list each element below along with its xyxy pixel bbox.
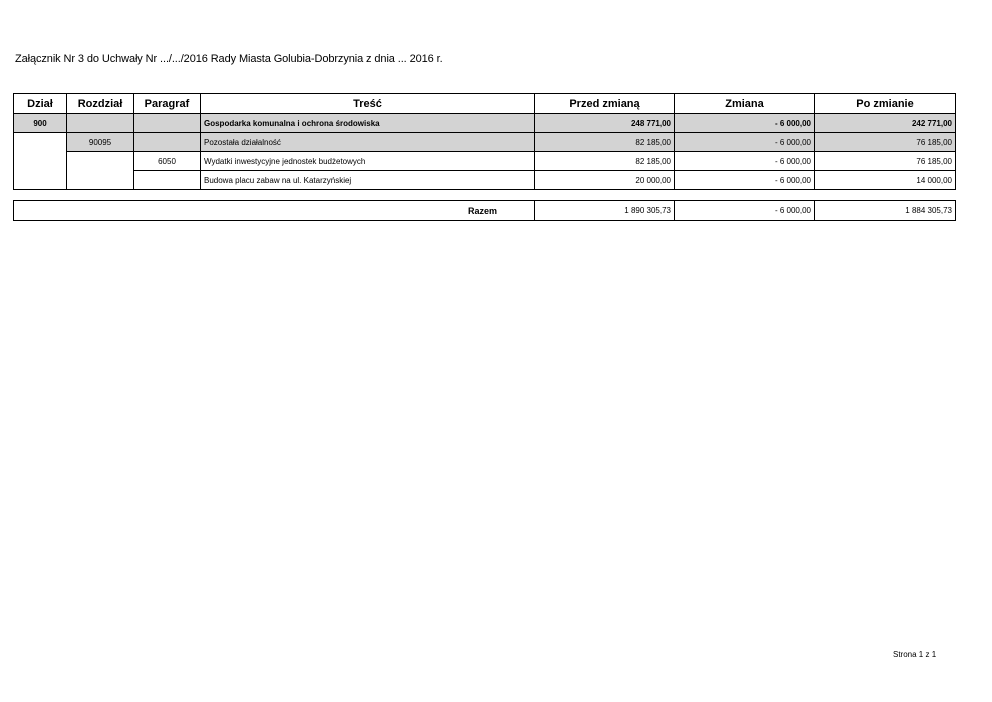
total-zmiana: - 6 000,00 xyxy=(675,201,815,221)
cell-tresc: Gospodarka komunalna i ochrona środowiska xyxy=(201,114,535,133)
cell-zmiana: - 6 000,00 xyxy=(675,171,815,190)
table-row xyxy=(14,171,956,190)
cell-dzial xyxy=(14,133,67,190)
header-dzial: Dział xyxy=(14,94,67,114)
cell-paragraf xyxy=(134,133,201,152)
cell-po: 14 000,00 xyxy=(815,171,956,190)
cell-paragraf: 6050 xyxy=(134,152,201,171)
table-row xyxy=(14,133,956,152)
cell-po: 76 185,00 xyxy=(815,152,956,171)
cell-przed: 248 771,00 xyxy=(535,114,675,133)
total-row xyxy=(14,201,956,221)
cell-rozdzial: 90095 xyxy=(67,133,134,152)
header-rozdzial: Rozdział xyxy=(67,94,134,114)
header-tresc: Treść xyxy=(201,94,535,114)
table-header-row xyxy=(14,94,956,114)
cell-po: 76 185,00 xyxy=(815,133,956,152)
total-table xyxy=(13,200,956,221)
cell-paragraf xyxy=(134,171,201,190)
cell-tresc: Budowa placu zabaw na ul. Katarzyńskiej xyxy=(201,171,535,190)
cell-zmiana: - 6 000,00 xyxy=(675,152,815,171)
cell-przed: 82 185,00 xyxy=(535,133,675,152)
header-zmiana: Zmiana xyxy=(675,94,815,114)
cell-rozdzial xyxy=(67,152,134,190)
cell-zmiana: - 6 000,00 xyxy=(675,114,815,133)
cell-rozdzial xyxy=(67,114,134,133)
cell-przed: 82 185,00 xyxy=(535,152,675,171)
cell-tresc: Pozostała działalność xyxy=(201,133,535,152)
page-number: Strona 1 z 1 xyxy=(893,650,937,659)
cell-zmiana: - 6 000,00 xyxy=(675,133,815,152)
cell-tresc: Wydatki inwestycyjne jednostek budżetowych xyxy=(201,152,535,171)
cell-dzial: 900 xyxy=(14,114,67,133)
header-przed-zmiana: Przed zmianą xyxy=(535,94,675,114)
document-title: Załącznik Nr 3 do Uchwały Nr .../.../2016 Rady Miasta Golubia-Dobrzynia z dnia ... 2016 r. xyxy=(15,53,443,65)
table-row xyxy=(14,114,956,133)
total-label: Razem xyxy=(14,201,535,221)
budget-table xyxy=(13,93,956,190)
header-paragraf: Paragraf xyxy=(134,94,201,114)
cell-przed: 20 000,00 xyxy=(535,171,675,190)
cell-paragraf xyxy=(134,114,201,133)
cell-po: 242 771,00 xyxy=(815,114,956,133)
table-row xyxy=(14,152,956,171)
total-po: 1 884 305,73 xyxy=(815,201,956,221)
header-po-zmianie: Po zmianie xyxy=(815,94,956,114)
total-przed: 1 890 305,73 xyxy=(535,201,675,221)
